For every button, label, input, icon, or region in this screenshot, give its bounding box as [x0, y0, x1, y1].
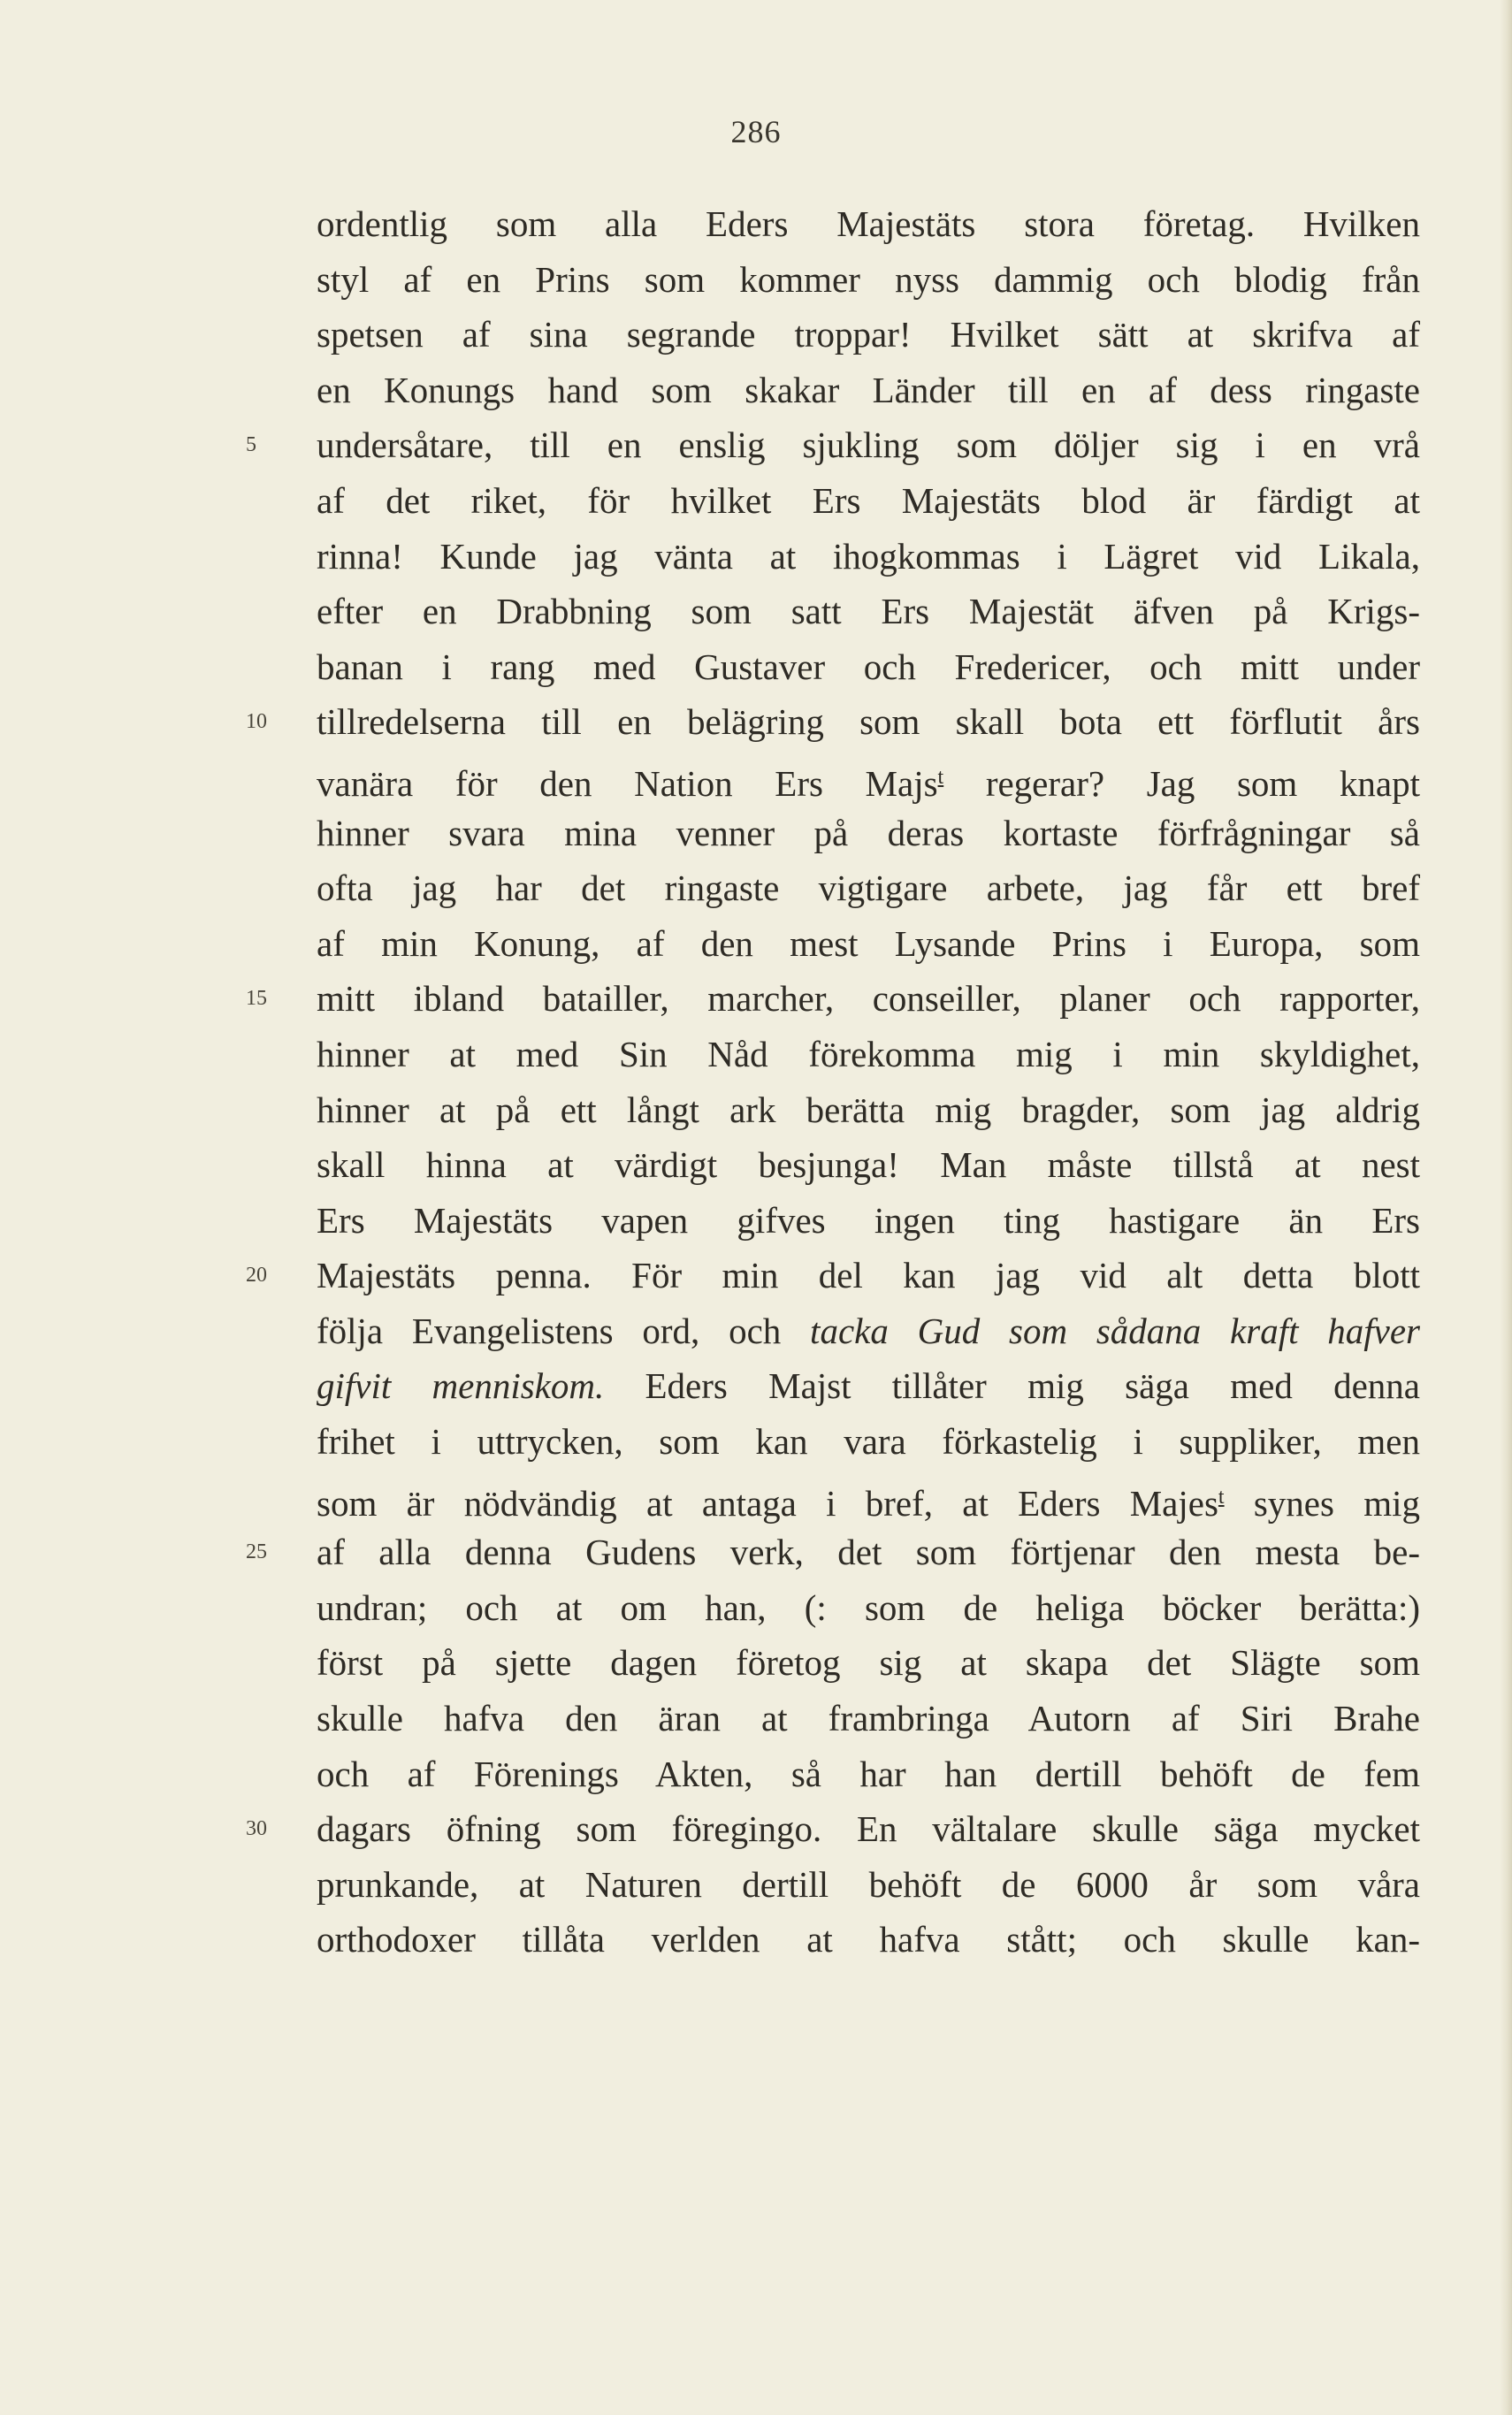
text-line-19 [317, 1193, 1420, 1249]
text-line-31 [317, 1857, 1420, 1913]
page-edge-shadow [1500, 0, 1512, 2415]
line-text: tillredelserna till en belägring som skall bota ett förflutit års [317, 701, 1420, 743]
line-text: banan i rang med Gustaver och Fredericer, och mitt under [317, 646, 1420, 687]
abbreviation-superscript: t [937, 765, 944, 789]
line-number: 30 [246, 1817, 267, 1841]
line-text: styl af en Prins som kommer nyss dammig och blodig från [317, 258, 1420, 300]
text-line-14 [317, 916, 1420, 972]
italic-quote: tacka Gud som sådana kraft hafver [810, 1310, 1420, 1351]
text-line-30 [246, 1801, 1420, 1857]
line-text: hinner at på ett långt ark berätta mig bragder, som jag aldrig [317, 1089, 1420, 1130]
line-number: 15 [246, 987, 267, 1011]
text-line-1 [317, 196, 1420, 252]
text-line-23 [317, 1414, 1420, 1470]
text-line-10 [246, 694, 1420, 750]
line-text: Majestäts penna. För min del kan jag vid alt detta blott [317, 1255, 1420, 1296]
line-text: regerar? Jag som knapt [943, 762, 1420, 804]
line-text: hinner svara mina venner på deras kortaste förfrågningar så [317, 812, 1420, 853]
line-text: prunkande, at Naturen dertill behöft de 6000 år som våra [317, 1863, 1420, 1905]
line-text: spetsen af sina segrande troppar! Hvilket sätt at skrifva af [317, 314, 1420, 355]
line-text: efter en Drabbning som satt Ers Majestät äfven på Krigs- [317, 591, 1420, 632]
text-line-26 [317, 1580, 1420, 1636]
line-number: 25 [246, 1540, 267, 1564]
line-text: af min Konung, af den mest Lysande Prins i Europa, som [317, 922, 1420, 964]
text-line-27 [317, 1635, 1420, 1691]
line-text: skulle hafva den äran at frambringa Autorn af Siri Brahe [317, 1698, 1420, 1739]
line-text: först på sjette dagen företog sig at skapa det Slägte som [317, 1642, 1420, 1684]
line-text: som är nödvändig at antaga i bref, at Eders Majes [317, 1482, 1218, 1524]
text-line-2 [317, 252, 1420, 308]
line-text: och af Förenings Akten, så har han dertill behöft de fem [317, 1753, 1420, 1794]
line-text: vanära för den Nation Ers Majs [317, 762, 938, 804]
text-line-16 [317, 1027, 1420, 1082]
text-line-7 [317, 529, 1420, 585]
text-line-20 [246, 1248, 1420, 1303]
text-line-9 [317, 639, 1420, 695]
text-line-5 [246, 417, 1420, 473]
line-text: undersåtare, till en enslig sjukling som döljer sig i en vrå [317, 424, 1420, 466]
text-line-21 [317, 1303, 1420, 1359]
line-text: orthodoxer tillåta verlden at hafva stått; och skulle kan- [317, 1919, 1420, 1960]
text-line-15 [246, 971, 1420, 1027]
line-text: ordentlig som alla Eders Majestäts stora företag. Hvilken [317, 203, 1420, 244]
line-text: Eders Majst tillåter mig säga med denna [604, 1365, 1420, 1407]
line-number: 20 [246, 1264, 267, 1288]
text-line-6 [317, 473, 1420, 529]
body-text [246, 196, 1420, 1968]
line-number: 10 [246, 710, 267, 734]
line-text: rinna! Kunde jag vänta at ihogkommas i Lägret vid Likala, [317, 535, 1420, 577]
line-text: synes mig [1224, 1482, 1420, 1524]
line-text: Ers Majestäts vapen gifves ingen ting hastigare än Ers [317, 1199, 1420, 1241]
text-line-3 [317, 307, 1420, 363]
text-line-29 [317, 1746, 1420, 1802]
text-line-13 [317, 860, 1420, 916]
text-line-28 [317, 1691, 1420, 1746]
line-text: skall hinna at värdigt besjunga! Man måste tillstå at nest [317, 1144, 1420, 1186]
text-line-24 [317, 1470, 1420, 1525]
text-line-17 [317, 1082, 1420, 1138]
text-line-18 [317, 1137, 1420, 1193]
italic-quote: gifvit menniskom. [317, 1365, 605, 1407]
line-text: en Konungs hand som skakar Länder till en af dess ringaste [317, 369, 1420, 410]
line-text: ofta jag har det ringaste vigtigare arbete, jag får ett bref [317, 867, 1420, 909]
line-number: 5 [246, 433, 256, 457]
text-line-12 [317, 806, 1420, 861]
line-text: undran; och at om han, (: som de heliga böcker berätta:) [317, 1586, 1420, 1628]
text-line-4 [317, 363, 1420, 418]
line-text: frihet i uttrycken, som kan vara förkastelig i suppliker, men [317, 1421, 1420, 1463]
text-line-22 [317, 1358, 1420, 1414]
text-line-11 [317, 750, 1420, 806]
page-number: 286 [730, 114, 782, 149]
line-text: följa Evangelistens ord, och [317, 1310, 811, 1351]
line-text: af alla denna Gudens verk, det som förtjenar den mesta be- [317, 1532, 1420, 1573]
text-line-32 [317, 1912, 1420, 1968]
text-line-25 [246, 1525, 1420, 1580]
line-text: dagars öfning som föregingo. En vältalare skulle säga mycket [317, 1808, 1420, 1850]
abbreviation-superscript: t [1218, 1485, 1225, 1509]
line-text: hinner at med Sin Nåd förekomma mig i min skyldighet, [317, 1033, 1420, 1074]
line-text: af det riket, för hvilket Ers Majestäts blod är färdigt at [317, 479, 1420, 521]
line-text: mitt ibland batailler, marcher, conseiller, planer och rapporter, [317, 978, 1420, 1020]
text-line-8 [317, 584, 1420, 639]
